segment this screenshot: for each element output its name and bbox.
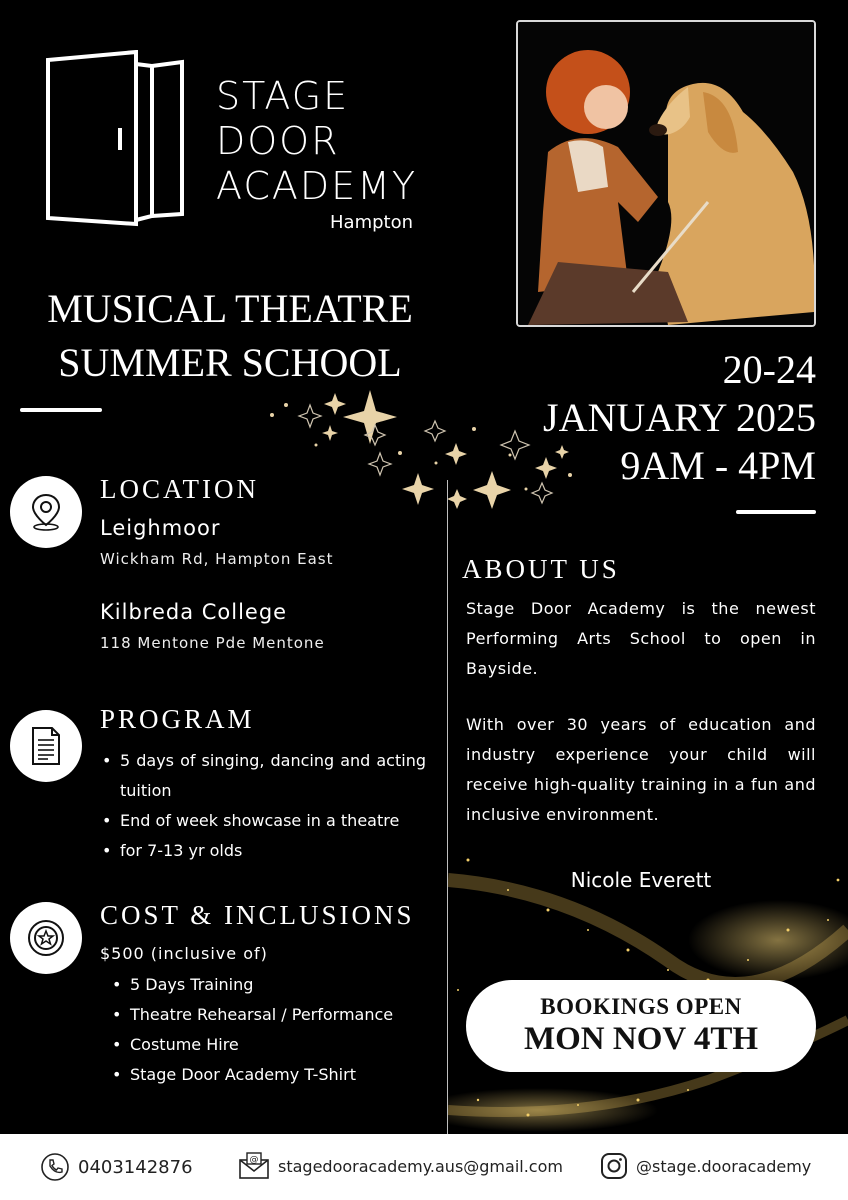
email-address: stagedooracademy.aus@gmail.com bbox=[278, 1156, 563, 1176]
inclusion-item: • Costume Hire bbox=[110, 1030, 440, 1060]
bookings-line-1: BOOKINGS OPEN bbox=[540, 994, 742, 1019]
bookings-badge bbox=[466, 980, 816, 1072]
brand-line-2: DOOR bbox=[216, 119, 340, 163]
contact-footer bbox=[0, 1134, 848, 1200]
instagram-handle: @stage.dooracademy bbox=[636, 1156, 812, 1176]
venue-1: Leighmoor bbox=[100, 516, 221, 540]
instagram-contact[interactable] bbox=[600, 1152, 811, 1180]
page-title bbox=[30, 282, 430, 390]
cost-heading: COST & INCLUSIONS bbox=[100, 900, 415, 930]
brand-name bbox=[216, 74, 417, 209]
hero-photo bbox=[516, 20, 816, 327]
about-paragraph-2: With over 30 years of education and industry experience your child will receive high-quality training in a fun and inclusive environment. bbox=[466, 715, 816, 824]
inclusion-item: • 5 Days Training bbox=[110, 970, 440, 1000]
title-line-2: SUMMER SCHOOL bbox=[58, 340, 402, 385]
venue-1-address: Wickham Rd, Hampton East bbox=[100, 550, 334, 568]
email-contact[interactable] bbox=[238, 1152, 563, 1180]
star-badge-icon bbox=[26, 918, 66, 958]
program-circle bbox=[10, 710, 82, 782]
title-line-1: MUSICAL THEATRE bbox=[47, 286, 413, 331]
program-item: • End of week showcase in a theatre bbox=[100, 806, 426, 836]
date-underline bbox=[736, 510, 816, 514]
program-item: • 5 days of singing, dancing and acting tuition bbox=[100, 746, 426, 806]
about-paragraph-1: Stage Door Academy is the newest Performing Arts School to open in Bayside. bbox=[466, 599, 816, 678]
title-underline bbox=[20, 408, 102, 412]
child-with-dog-image bbox=[518, 22, 814, 325]
door-logo-icon bbox=[44, 50, 186, 228]
phone-number: 0403142876 bbox=[78, 1156, 193, 1178]
map-pin-icon bbox=[29, 492, 63, 532]
document-icon bbox=[30, 726, 62, 766]
venue-2: Kilbreda College bbox=[100, 600, 288, 624]
about-heading: ABOUT US bbox=[462, 554, 620, 584]
cost-price: $500 (inclusive of) bbox=[100, 944, 268, 963]
venue-2-address: 118 Mentone Pde Mentone bbox=[100, 634, 325, 652]
cost-circle bbox=[10, 902, 82, 974]
location-heading: LOCATION bbox=[100, 474, 259, 504]
sparkle-stars-decoration bbox=[260, 385, 590, 520]
instagram-icon bbox=[600, 1152, 628, 1180]
program-item: • for 7-13 yr olds bbox=[100, 836, 426, 866]
program-list bbox=[100, 746, 426, 866]
email-icon bbox=[238, 1152, 270, 1180]
inclusions-list bbox=[110, 970, 440, 1090]
brand-location: Hampton bbox=[330, 212, 414, 233]
brand-line-3: ACADEMY bbox=[216, 164, 418, 208]
inclusion-item: • Theatre Rehearsal / Performance bbox=[110, 1000, 440, 1030]
phone-contact[interactable] bbox=[40, 1152, 193, 1182]
event-month: JANUARY 2025 bbox=[543, 395, 816, 440]
bookings-line-2: MON NOV 4TH bbox=[523, 1021, 759, 1057]
brand-line-1: STAGE bbox=[216, 74, 350, 118]
svg-text:@: @ bbox=[249, 1155, 259, 1165]
signature: Nicole Everett bbox=[570, 868, 712, 892]
inclusion-item: • Stage Door Academy T-Shirt bbox=[110, 1060, 440, 1090]
program-heading: PROGRAM bbox=[100, 704, 255, 734]
location-circle bbox=[10, 476, 82, 548]
event-time: 9AM - 4PM bbox=[620, 443, 816, 488]
phone-icon bbox=[40, 1152, 70, 1182]
event-days: 20-24 bbox=[722, 347, 816, 392]
